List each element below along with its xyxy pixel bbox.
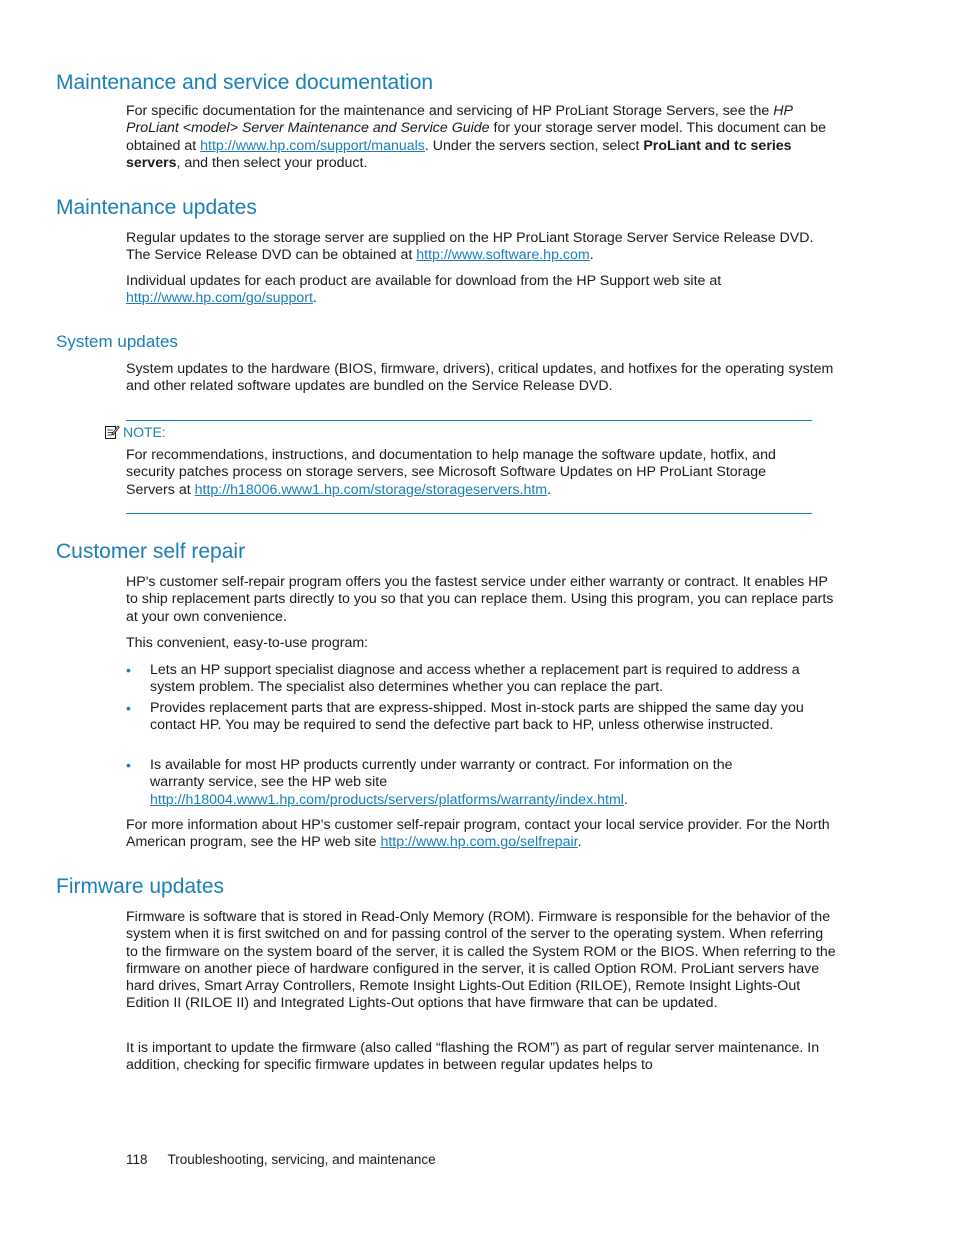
list-item: Provides replacement parts that are express-shipped. Most in-stock parts are shipped the same day you contact HP. You may be required to send the defective part back to HP, unless otherwise instructed. bbox=[150, 700, 804, 734]
paragraph-maintenance-updates-1: Regular updates to the storage server are supplied on the HP ProLiant Storage Server Service Release DVD. The Service Release DVD can be obtained at http://www.software.hp.com. bbox=[126, 230, 814, 264]
list-item: Is available for most HP products currently under warranty or contract. For information on the warranty service, see the HP web site http://h18004.www1.hp.com/products/servers/platforms/warranty/index.html. bbox=[150, 757, 733, 808]
bullet-marker: • bbox=[126, 700, 131, 716]
note-top-rule bbox=[126, 420, 812, 421]
paragraph-self-repair-1: HP's customer self-repair program offers you the fastest service under either warranty or contract. It enables HP to ship replacement parts directly to you so that you can replace them. Using this program, you can replace parts at your own convenience. bbox=[126, 574, 834, 625]
paragraph-maintenance-doc: For specific documentation for the maintenance and servicing of HP ProLiant Storage Servers, see the HP ProLiant <model> Server Maintenance and Service Guide for your storage server model. This document can be obtained at http://www.hp.com/support/manuals. Under the servers section, select ProLiant and tc series servers, and then select your product. bbox=[126, 103, 827, 171]
heading-maintenance-updates: Maintenance updates bbox=[56, 196, 257, 219]
note-pencil-icon bbox=[104, 424, 120, 440]
paragraph-firmware-2: It is important to update the firmware (also called “flashing the ROM”) as part of regular server maintenance. In addition, checking for specific firmware updates in between regular updates helps to bbox=[126, 1040, 820, 1074]
heading-system-updates: System updates bbox=[56, 332, 178, 351]
bullet-marker: • bbox=[126, 757, 131, 773]
heading-firmware-updates: Firmware updates bbox=[56, 875, 225, 898]
note-text: For recommendations, instructions, and documentation to help manage the software update, hotfix, and security patches process on storage servers, see Microsoft Software Updates on HP ProLiant Storage Servers at http://h18006.www1.hp.com/storage/storageservers.htm. bbox=[126, 447, 776, 498]
heading-customer-self-repair: Customer self repair bbox=[56, 540, 246, 563]
link-software-hp[interactable]: http://www.software.hp.com bbox=[416, 247, 590, 264]
paragraph-self-repair-3: For more information about HP's customer self-repair program, contact your local service provider. For the North American program, see the HP web site http://www.hp.com.go/selfrepair. bbox=[126, 817, 830, 851]
link-hp-support-manuals[interactable]: http://www.hp.com/support/manuals bbox=[200, 137, 425, 154]
paragraph-self-repair-2: This convenient, easy-to-use program: bbox=[126, 635, 369, 651]
bullet-marker: • bbox=[126, 662, 131, 678]
link-hp-go-support[interactable]: http://www.hp.com/go/support bbox=[126, 290, 313, 307]
paragraph-maintenance-updates-2: Individual updates for each product are available for download from the HP Support web site at http://www.hp.com/go/support. bbox=[126, 273, 722, 307]
heading-maintenance-service-documentation: Maintenance and service documentation bbox=[56, 71, 434, 94]
page-footer bbox=[126, 1151, 436, 1169]
note-label: NOTE: bbox=[104, 423, 166, 441]
footer-chapter-title: Troubleshooting, servicing, and maintenance bbox=[167, 1152, 436, 1167]
link-hp-warranty[interactable]: http://h18004.www1.hp.com/products/servers/platforms/warranty/index.html bbox=[150, 791, 624, 808]
list-item: Lets an HP support specialist diagnose and access whether a replacement part is required to address a system problem. The specialist also determines whether you can replace the part. bbox=[150, 662, 800, 696]
link-hp-storageservers[interactable]: http://h18006.www1.hp.com/storage/storageservers.htm bbox=[194, 481, 548, 498]
paragraph-system-updates: System updates to the hardware (BIOS, firmware, drivers), critical updates, and hotfixes for the operating system and other related software updates are bundled on the Service Release DVD. bbox=[126, 361, 834, 395]
link-hp-selfrepair[interactable]: http://www.hp.com.go/selfrepair bbox=[380, 834, 578, 851]
paragraph-firmware-1: Firmware is software that is stored in Read-Only Memory (ROM). Firmware is responsible for the behavior of the system when it is first switched on and for passing control of the server to the operating system. When referring to the firmware on the system board of the server, it is called the System ROM or the BIOS. When referring to the firmware on another piece of hardware configured in the server, it is called Option ROM. ProLiant servers have hard drives, Smart Array Controllers, Remote Insight Lights-Out Edition (RILOE), Remote Insight Lights-Out Edition II (RILOE II) and Integrated Lights-Out options that have firmware that can be updated. bbox=[126, 909, 836, 1012]
page-number: 118 bbox=[126, 1152, 148, 1167]
note-bottom-rule bbox=[126, 513, 812, 514]
